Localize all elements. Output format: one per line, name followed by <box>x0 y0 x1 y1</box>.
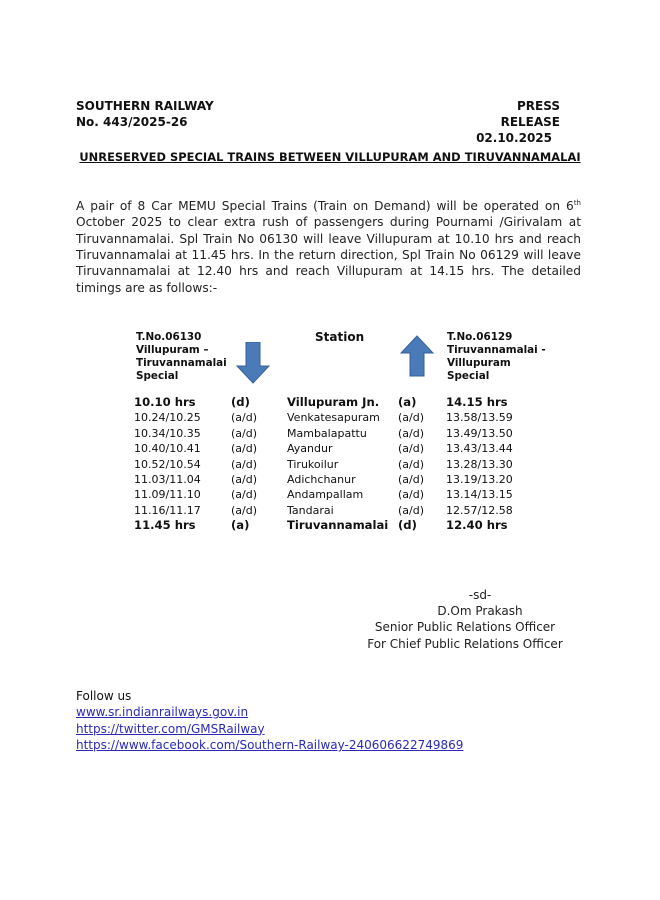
station-name: Tirukoilur <box>287 457 339 471</box>
arrow-up-icon <box>400 335 434 377</box>
up-time: 13.14/13.15 <box>446 488 513 502</box>
station-name: Andampallam <box>287 488 364 502</box>
down-code: (a/d) <box>231 442 258 456</box>
header-right <box>468 98 560 146</box>
up-code: (a/d) <box>398 457 425 471</box>
signatory-designation: Senior Public Relations Officer <box>374 620 556 635</box>
up-time: 12.57/12.58 <box>446 503 513 517</box>
follow-section <box>76 688 463 754</box>
signatory-name: D.Om Prakash <box>437 604 523 619</box>
org-name: SOUTHERN RAILWAY <box>76 99 214 113</box>
down-code: (a/d) <box>231 457 258 471</box>
up-code: (a/d) <box>398 503 425 517</box>
release-number: No. 443/2025-26 <box>76 115 188 129</box>
station-header: Station <box>315 330 365 344</box>
page-title: UNRESERVED SPECIAL TRAINS BETWEEN VILLUPURAM AND TIRUVANNAMALAI <box>79 150 581 164</box>
timetable-row <box>134 410 536 425</box>
down-time: 10.10 hrs <box>134 395 196 409</box>
follow-label: Follow us <box>76 689 132 703</box>
signature-sd: -sd- <box>468 588 492 602</box>
up-train-line2: Tiruvannamalai - <box>447 344 546 356</box>
up-code: (a/d) <box>398 488 425 502</box>
header-left <box>76 98 214 130</box>
down-train-line4: Special <box>136 370 179 382</box>
down-train-number: T.No.06130 <box>136 331 202 343</box>
down-code: (a/d) <box>231 488 258 502</box>
signatory-for: For Chief Public Relations Officer <box>367 636 563 651</box>
station-name: Ayandur <box>287 442 333 456</box>
link-facebook[interactable]: https://www.facebook.com/Southern-Railway-240606622749869 <box>76 738 464 753</box>
down-code: (a/d) <box>231 503 258 517</box>
down-time: 11.16/11.17 <box>134 503 201 517</box>
timetable-row <box>134 395 536 410</box>
timetable-row <box>134 457 536 472</box>
up-train-line3: Villupuram <box>447 357 511 369</box>
down-train-header <box>136 331 227 383</box>
up-time: 12.40 hrs <box>446 518 508 533</box>
down-time: 10.52/10.54 <box>134 457 201 471</box>
timetable-row <box>134 503 536 518</box>
doc-type: PRESS RELEASE <box>500 99 560 129</box>
arrow-down-icon <box>236 342 270 384</box>
body-superscript: th <box>573 199 581 207</box>
up-time: 13.58/13.59 <box>446 411 513 425</box>
down-code: (d) <box>231 395 250 409</box>
body-paragraph <box>76 195 581 296</box>
timetable-row <box>134 472 536 487</box>
up-code: (a/d) <box>398 473 425 487</box>
up-time: 13.28/13.30 <box>446 457 513 471</box>
release-date: 02.10.2025 <box>476 131 552 145</box>
body-part-1: A pair of 8 Car MEMU Special Trains (Train on Demand) will be operated on 6 <box>76 199 574 214</box>
down-code: (a/d) <box>231 426 258 440</box>
up-time: 13.43/13.44 <box>446 442 513 456</box>
down-code: (a) <box>231 518 250 533</box>
station-name: Mambalapattu <box>287 426 367 440</box>
up-time: 13.49/13.50 <box>446 426 513 440</box>
body-part-2: October 2025 to clear extra rush of passengers during Pournami /Girivalam at Tiruvannamalai. Spl Train No 06130 will leave Villupuram at 10.10 hrs and reach Tiruvannamalai at 11.45 hrs. In the return direction, Spl Train No 06129 will leave Tiruvannamalai at 12.40 hrs and reach Villupuram at 14.15 hrs. The detailed timings are as follows:- <box>76 215 581 295</box>
station-name: Villupuram Jn. <box>287 395 380 409</box>
down-time: 11.03/11.04 <box>134 473 201 487</box>
link-website[interactable]: www.sr.indianrailways.gov.in <box>76 705 249 720</box>
down-time: 10.34/10.35 <box>134 426 201 440</box>
down-train-line3: Tiruvannamalai <box>136 357 227 369</box>
up-train-number: T.No.06129 <box>447 331 513 343</box>
up-train-header <box>447 331 546 383</box>
down-time: 11.45 hrs <box>134 518 196 533</box>
up-code: (d) <box>398 518 417 533</box>
up-time: 13.19/13.20 <box>446 473 513 487</box>
up-code: (a/d) <box>398 442 425 456</box>
down-time: 10.40/10.41 <box>134 442 201 456</box>
up-code: (a/d) <box>398 411 425 425</box>
link-twitter[interactable]: https://twitter.com/GMSRailway <box>76 721 265 736</box>
timetable-row <box>134 441 536 456</box>
timetable <box>134 395 536 534</box>
down-time: 11.09/11.10 <box>134 488 201 502</box>
station-name: Tandarai <box>287 503 334 517</box>
up-train-line4: Special <box>447 370 490 382</box>
down-code: (a/d) <box>231 473 258 487</box>
station-name: Adichchanur <box>287 473 356 487</box>
down-code: (a/d) <box>231 411 258 425</box>
up-code: (a/d) <box>398 426 425 440</box>
station-name: Tiruvannamalai <box>287 518 389 533</box>
down-time: 10.24/10.25 <box>134 411 201 425</box>
station-name: Venkatesapuram <box>287 411 380 425</box>
up-code: (a) <box>398 395 417 409</box>
signature-block <box>340 587 590 652</box>
timetable-row <box>134 518 536 533</box>
up-time: 14.15 hrs <box>446 395 508 409</box>
timetable-row <box>134 426 536 441</box>
timetable-row <box>134 487 536 502</box>
down-train-line2: Villupuram – <box>136 344 209 356</box>
